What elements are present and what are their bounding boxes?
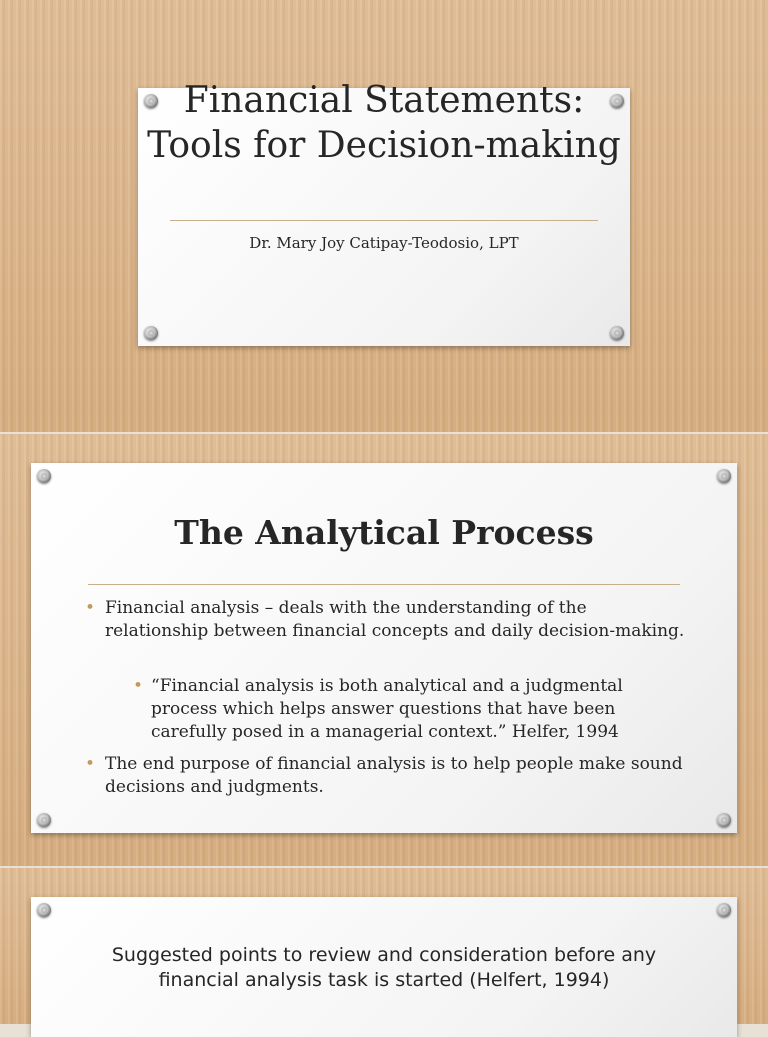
slide-1-title: Financial Statements: Tools for Decision-making (147, 80, 621, 166)
thumbtack-icon (144, 326, 158, 340)
slide-1-divider (170, 220, 598, 221)
bullet-icon: • (85, 754, 96, 774)
slide-3-body: Suggested points to review and consideration before any financial analysis task is started (Helfert, 1994) (111, 944, 657, 991)
bullet-text: Financial analysis – deals with the understanding of the relationship between financial concepts and daily decision-making. (105, 598, 685, 641)
slide-1-card (138, 80, 630, 346)
bullet-text: “Financial analysis is both analytical and a judgmental process which helps answer questions that have been carefully posed in a managerial context.” Helfer, 1994 (151, 676, 623, 742)
list-item (85, 597, 685, 643)
slide-3-card (31, 897, 737, 1037)
bullet-text: The end purpose of financial analysis is to help people make sound decisions and judgments. (105, 754, 683, 797)
thumbtack-icon (37, 813, 51, 827)
list-item (133, 675, 691, 744)
slide-2-divider (88, 584, 680, 585)
thumbtack-icon (717, 469, 731, 483)
thumbtack-icon (37, 903, 51, 917)
slide-1-background (0, 0, 768, 432)
thumbtack-icon (610, 326, 624, 340)
list-item (85, 753, 685, 799)
thumbtack-icon (717, 813, 731, 827)
thumbtack-icon (37, 469, 51, 483)
slide-2-card (31, 463, 737, 833)
slide-1-subtitle: Dr. Mary Joy Catipay-Teodosio, LPT (249, 234, 519, 252)
bullet-icon: • (133, 676, 144, 696)
slide-2-title: The Analytical Process (174, 513, 594, 552)
bullet-icon: • (85, 598, 96, 618)
thumbtack-icon (717, 903, 731, 917)
